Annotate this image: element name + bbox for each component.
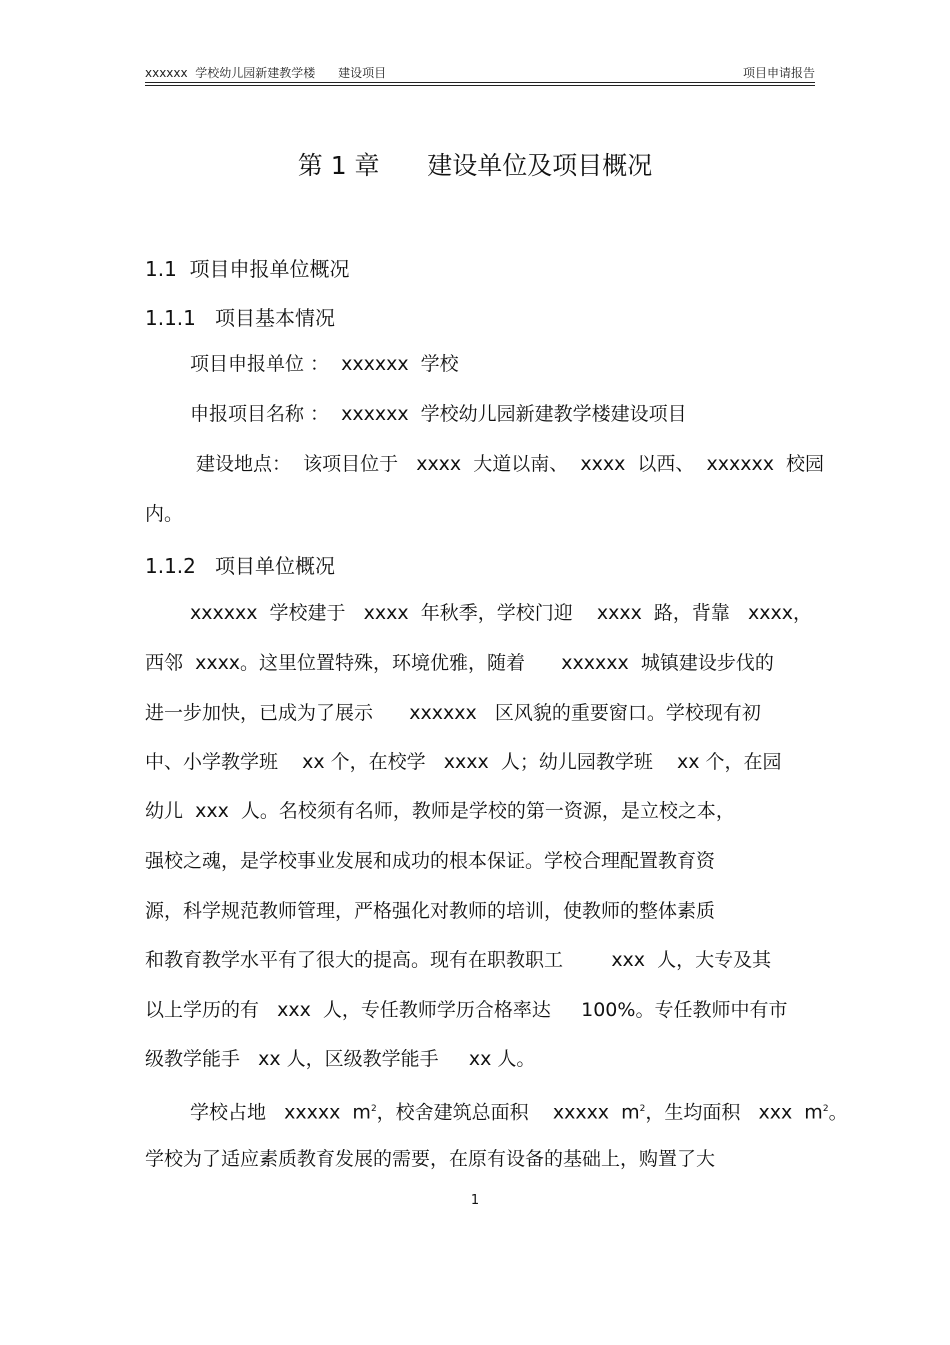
overview-line: 源，科学规范教师管理，严格强化对教师的培训，使教师的整体素质	[145, 900, 716, 922]
page-header	[145, 64, 815, 82]
overview-line: 中、小学教学班 xx 个，在校学 xxxx 人；幼儿园教学班 xx 个，在园	[145, 751, 782, 773]
area-building: ，校舍建筑总面积 xxxxx m	[376, 1101, 640, 1124]
header-rule-double	[145, 85, 815, 86]
overview-line: 西邻 xxxx。这里位置特殊，环境优雅，随着 xxxxxx 城镇建设步伐的	[145, 652, 774, 674]
area-line	[190, 1096, 870, 1125]
section-1-1-heading: 1.1 项目申报单位概况	[145, 257, 350, 281]
header-project-name: xxxxxx 学校幼儿园新建教学楼 建设项目	[145, 66, 387, 80]
header-report-type: 项目申请报告	[742, 66, 815, 80]
header-rule	[145, 82, 815, 83]
section-1-1-2-heading: 1.1.2 项目单位概况	[145, 554, 335, 578]
overview-line: 和教育教学水平有了很大的提高。现有在职教职工 xxx 人，大专及其	[145, 949, 772, 971]
overview-line: xxxxxx 学校建于 xxxx 年秋季，学校门迎 xxxx 路，背靠 xxxx，	[190, 602, 813, 624]
page-number: 1	[470, 1193, 480, 1208]
overview-line: 以上学历的有 xxx 人，专任教师学历合格率达 100%。专任教师中有市	[145, 999, 788, 1021]
area-sq-mark: 2	[370, 1104, 377, 1114]
chapter-title: 第 1 章 建设单位及项目概况	[297, 151, 653, 180]
area-per-student: ，生均面积 xxx m	[645, 1101, 823, 1124]
area-sq-mark: 2	[639, 1104, 646, 1114]
overview-line: 进一步加快，已成为了展示 xxxxxx 区风貌的重要窗口。学校现有初	[145, 702, 761, 724]
overview-line: 级教学能手 xx 人，区级教学能手 xx 人。	[145, 1048, 536, 1070]
overview-line: 强校之魂，是学校事业发展和成功的根本保证。学校合理配置教育资	[145, 850, 716, 872]
basic-info-location-cont: 内。	[145, 503, 184, 525]
basic-info-name: 申报项目名称 ： xxxxxx 学校幼儿园新建教学楼建设项目	[190, 403, 687, 425]
basic-info-unit: 项目申报单位 ： xxxxxx 学校	[190, 353, 459, 375]
section-1-1-1-heading: 1.1.1 项目基本情况	[145, 306, 335, 330]
area-sq-mark: 2	[822, 1104, 829, 1114]
area-site: 学校占地 xxxxx m	[190, 1101, 371, 1124]
area-period: 。	[828, 1101, 848, 1124]
area-line-2: 学校为了适应素质教育发展的需要，在原有设备的基础上，购置了大	[145, 1148, 716, 1170]
overview-line: 幼儿 xxx 人。名校须有名师，教师是学校的第一资源，是立校之本，	[145, 800, 735, 822]
basic-info-location: 建设地点： 该项目位于 xxxx 大道以南、 xxxx 以西、 xxxxxx 校园	[196, 453, 825, 475]
